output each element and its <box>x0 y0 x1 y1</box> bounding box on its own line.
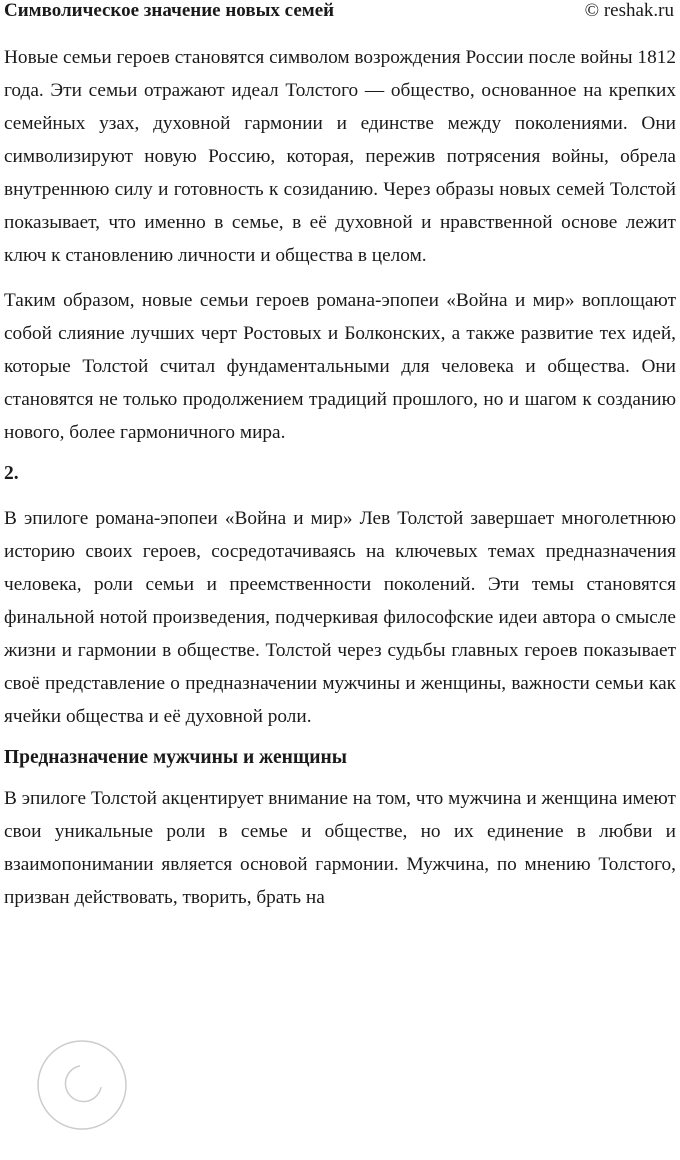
document-body <box>4 41 676 922</box>
reshak-watermark <box>2 1010 162 1160</box>
paragraph-epilogue: В эпилоге романа-эпопеи «Война и мир» Лев Толстой завершает многолетнюю историю своих героев, сосредотачиваясь на ключевых темах предназначения человека, роли семьи и преемственности поколений. Эти темы становятся финальной нотой произведения, подчеркивая философские идеи автора о смысле жизни и гармонии в обществе. Толстой через судьбы главных героев показывает своё представление о предназначении мужчины и женщины, важности семьи как ячейки общества и её духовной роли. <box>4 508 676 727</box>
subheading: Предназначение мужчины и женщины <box>4 747 347 768</box>
paragraph-roles: В эпилоге Толстой акцентирует внимание на том, что мужчина и женщина имеют свои уникальные роли в семье и обществе, но их единение в любви и взаимопонимании является основой гармонии. Мужчина, по мнению Толстого, призван действовать, творить, брать на <box>4 788 676 908</box>
paragraph-conclusion: Таким образом, новые семьи героев романа-эпопеи «Война и мир» воплощают собой слияние лучших черт Ростовых и Болконских, а также развитие тех идей, которые Толстой считал фундаментальными для человека и общества. Они становятся не только продолжением традиций прошлого, но и шагом к созданию нового, более гармоничного мира. <box>4 290 676 443</box>
section-number: 2. <box>4 463 19 484</box>
section-title: Символическое значение новых семей <box>4 0 335 21</box>
paragraph-new-families: Новые семьи героев становятся символом возрождения России после войны 1812 года. Эти семьи отражают идеал Толстого — общество, основанное на крепких семейных узах, духовной гармонии и единстве между поколениями. Они символизируют новую Россию, которая, пережив потрясения войны, обрела внутреннюю силу и готовность к созиданию. Через образы новых семей Толстой показывает, что именно в семье, в её духовной и нравственной основе лежит ключ к становлению личности и общества в целом. <box>4 47 676 266</box>
page-header <box>0 0 680 26</box>
source-label: © reshak.ru <box>584 0 674 21</box>
